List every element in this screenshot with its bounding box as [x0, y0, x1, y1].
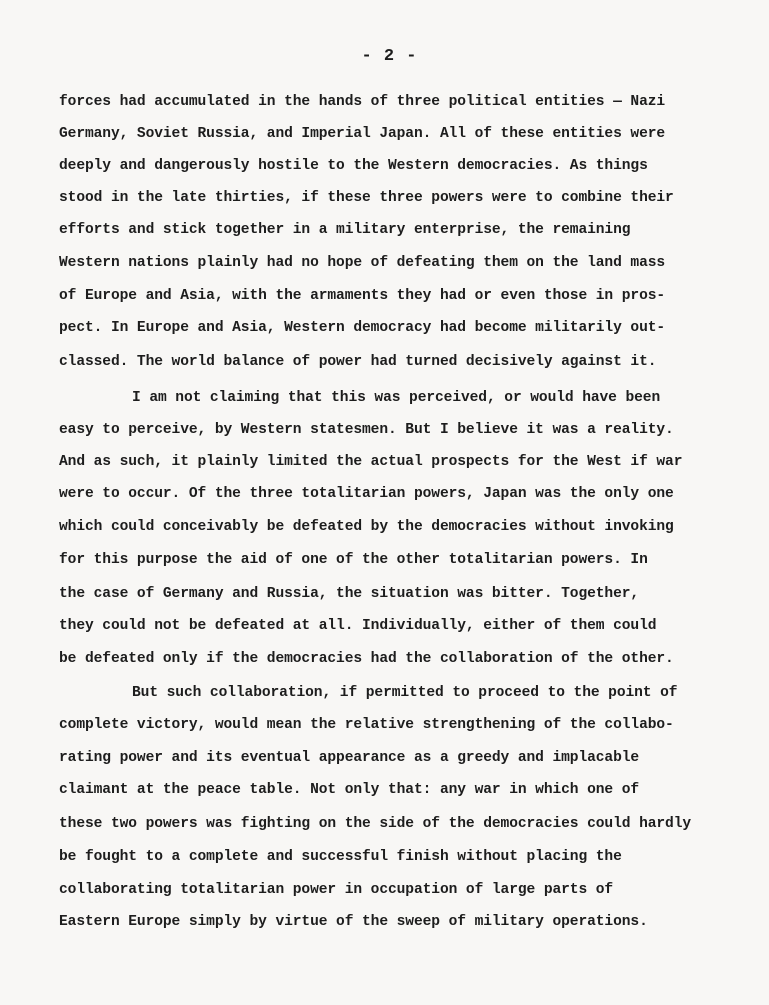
text-line: classed. The world balance of power had turned decisively against it. [59, 354, 657, 370]
text-line: stood in the late thirties, if these three powers were to combine their [59, 190, 674, 206]
text-line: for this purpose the aid of one of the other totalitarian powers. In [59, 552, 648, 568]
text-line: collaborating totalitarian power in occupation of large parts of [59, 882, 614, 898]
text-line: which could conceivably be defeated by the democracies without invoking [59, 519, 674, 535]
text-line: Western nations plainly had no hope of defeating them on the land mass [59, 255, 666, 271]
text-line: the case of Germany and Russia, the situation was bitter. Together, [59, 586, 640, 602]
text-line: claimant at the peace table. Not only that: any war in which one of [59, 782, 640, 798]
text-line: they could not be defeated at all. Individually, either of them could [59, 618, 657, 634]
text-line: rating power and its eventual appearance as a greedy and implacable [59, 750, 640, 766]
text-line: easy to perceive, by Western statesmen. But I believe it was a reality. [59, 422, 674, 438]
text-line: pect. In Europe and Asia, Western democracy had become militarily out- [59, 320, 666, 336]
text-line: be defeated only if the democracies had the collaboration of the other. [59, 651, 674, 667]
text-line: deeply and dangerously hostile to the Western democracies. As things [59, 158, 648, 174]
text-line: efforts and stick together in a military enterprise, the remaining [59, 222, 631, 238]
text-line: And as such, it plainly limited the actual prospects for the West if war [59, 454, 683, 470]
text-line: Germany, Soviet Russia, and Imperial Japan. All of these entities were [59, 126, 666, 142]
text-line: complete victory, would mean the relative strengthening of the collabo- [59, 717, 674, 733]
page-number: - 2 - [361, 47, 418, 66]
text-line: I am not claiming that this was perceived, or would have been [132, 390, 661, 406]
text-line: forces had accumulated in the hands of three political entities — Nazi [59, 94, 666, 110]
text-line: of Europe and Asia, with the armaments they had or even those in pros- [59, 288, 666, 304]
text-line: Eastern Europe simply by virtue of the sweep of military operations. [59, 914, 648, 930]
text-line: these two powers was fighting on the side of the democracies could hardly [59, 816, 692, 832]
text-line: But such collaboration, if permitted to proceed to the point of [132, 685, 678, 701]
text-line: be fought to a complete and successful finish without placing the [59, 849, 622, 865]
text-line: were to occur. Of the three totalitarian powers, Japan was the only one [59, 486, 674, 502]
